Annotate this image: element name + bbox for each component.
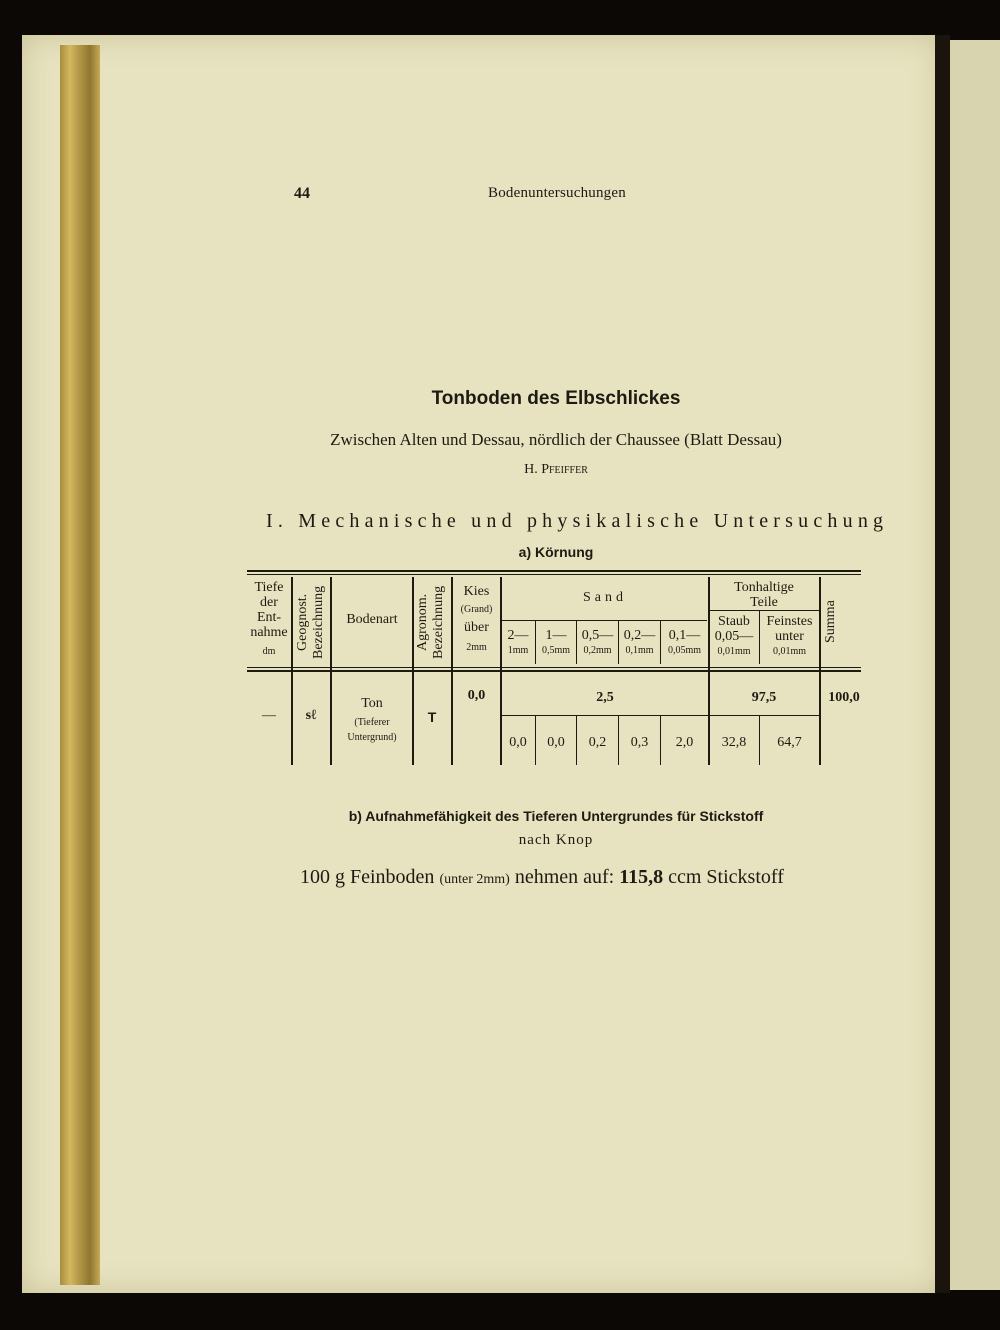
row-ton-value: 64,7 <box>777 735 802 750</box>
row-summa: 100,0 <box>828 690 860 705</box>
rule-top <box>247 570 861 572</box>
row-bodenart-line: Ton <box>361 696 383 711</box>
header-tiefe-line: nahme <box>250 625 288 640</box>
header-summa: Summa <box>823 600 838 644</box>
row-sand-value: 0,3 <box>630 735 649 750</box>
sand-range-4 <box>619 628 660 658</box>
sand-range-1 <box>501 628 535 658</box>
header-feinstes-line: 0,01mm <box>772 646 807 657</box>
header-tiefe <box>247 580 291 659</box>
row-sand-total: 2,5 <box>596 690 614 705</box>
header-tiefe-line: Tiefe <box>254 580 284 595</box>
header-agronom: Agronom. Bezeichnung <box>415 585 446 659</box>
row-bodenart <box>332 696 412 745</box>
header-feinstes-line: Feinstes <box>766 614 813 629</box>
row-sand-value: 0,2 <box>588 735 607 750</box>
header-tiefe-line: Ent- <box>256 610 282 625</box>
rule-top-2 <box>247 574 861 575</box>
header-kies-line: 2mm <box>466 642 487 653</box>
header-geognost: Geognost. Bezeichnung <box>295 585 326 659</box>
result-suffix: ccm Stickstoff <box>668 866 784 888</box>
grain-table <box>247 570 861 766</box>
sand-range-line: 0,5— <box>581 628 614 643</box>
sand-range-line: 0,2— <box>623 628 656 643</box>
row-tiefe: — <box>262 708 276 723</box>
sand-range-5 <box>661 628 708 658</box>
header-kies-line: über <box>464 620 489 635</box>
header-staub <box>709 614 759 659</box>
vline <box>819 577 821 765</box>
gutter <box>935 35 950 1293</box>
sand-range-line: 1— <box>545 628 567 643</box>
header-sand: Sand <box>583 590 627 605</box>
result-line <box>300 866 784 889</box>
row-ton-total: 97,5 <box>751 690 777 705</box>
sand-range-line: 0,05mm <box>667 645 702 656</box>
header-tiefe-line: der <box>260 595 278 610</box>
rule-header-bottom <box>247 667 861 668</box>
row-bodenart-line: (Tieferer <box>354 717 390 728</box>
row-geognost: sℓ <box>305 708 317 723</box>
header-staub-line: 0,05— <box>714 629 754 644</box>
subsection-a-title: a) Körnung <box>518 544 594 560</box>
vline <box>291 577 293 765</box>
header-bodenart: Bodenart <box>346 612 398 627</box>
section-title: I. Mechanische und physikalische Untersuchung <box>266 510 889 532</box>
running-head: Bodenuntersuchungen <box>488 185 626 201</box>
header-ton <box>709 580 819 610</box>
rule-ton <box>709 610 819 611</box>
gilt-edge <box>60 45 100 1285</box>
vline <box>412 577 414 765</box>
author: H. Pfeiffer <box>524 462 588 477</box>
header-staub-line: 0,01mm <box>717 646 751 657</box>
header-ton-line: Teile <box>750 595 778 610</box>
result-paren: (unter 2mm) <box>439 872 510 887</box>
facing-page <box>950 40 1000 1290</box>
sand-range-line: 2— <box>507 628 529 643</box>
sand-range-2 <box>536 628 576 658</box>
row-ton-value: 32,8 <box>721 735 747 750</box>
subsection-b-title: b) Aufnahmefähigkeit des Tieferen Untergrundes für Stickstoff <box>348 808 764 824</box>
sand-range-line: 0,1— <box>668 628 701 643</box>
row-bodenart-line: Untergrund) <box>347 732 397 743</box>
result-value: 115,8 <box>619 866 664 888</box>
header-kies <box>453 584 500 655</box>
header-feinstes-line: unter <box>775 629 804 644</box>
header-staub-line: Staub <box>718 614 750 629</box>
header-feinstes <box>760 614 819 659</box>
page-number: 44 <box>294 185 310 202</box>
rule-sand <box>501 620 707 621</box>
header-kies-line: Kies <box>463 584 490 599</box>
sand-range-line: 1mm <box>507 645 529 656</box>
header-tiefe-unit: dm <box>262 646 276 657</box>
rule-header-bottom-2 <box>247 670 861 672</box>
result-prefix: 100 g Feinboden <box>300 866 435 888</box>
method-line: nach Knop <box>518 832 594 848</box>
header-kies-line: (Grand) <box>460 604 493 615</box>
row-sand-value: 0,0 <box>547 735 565 750</box>
row-agronom: T <box>427 709 437 725</box>
sand-range-line: 0,5mm <box>541 645 571 656</box>
result-middle: nehmen auf: <box>514 866 615 888</box>
row-sand-value: 0,0 <box>509 735 527 750</box>
row-sand-value: 2,0 <box>675 735 694 750</box>
document-subtitle: Zwischen Alten und Dessau, nördlich der Chaussee (Blatt Dessau) <box>330 430 782 449</box>
document-title: Tonboden des Elbschlickes <box>431 388 681 409</box>
sand-range-3 <box>577 628 618 658</box>
header-ton-line: Tonhaltige <box>734 580 794 595</box>
sand-range-line: 0,2mm <box>583 645 612 656</box>
row-kies: 0,0 <box>467 688 486 703</box>
sand-range-line: 0,1mm <box>625 645 654 656</box>
